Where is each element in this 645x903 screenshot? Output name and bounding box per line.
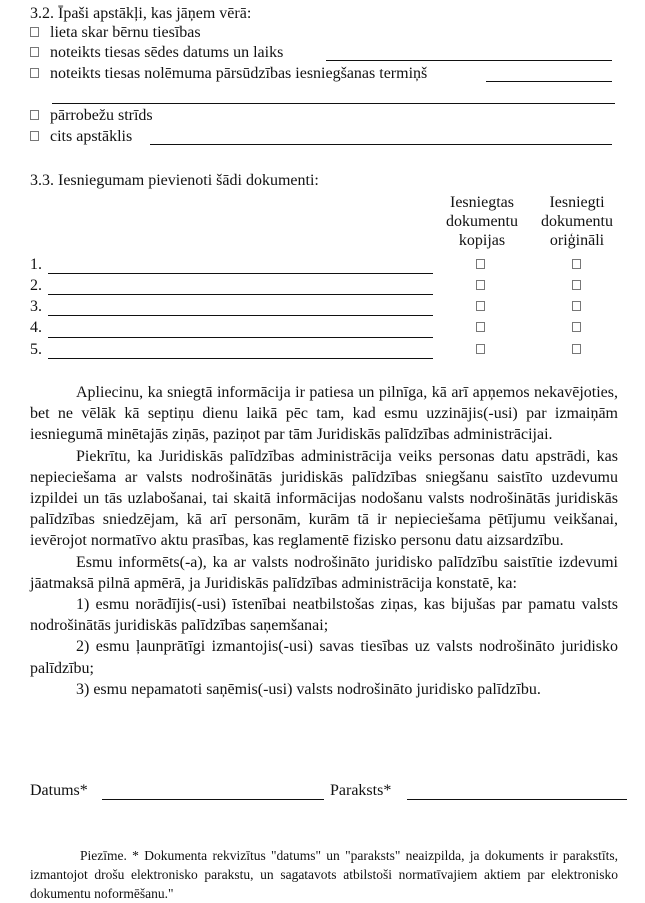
- header-line: dokumentu: [446, 213, 518, 230]
- declarations: [30, 382, 618, 700]
- option-child-rights[interactable]: [30, 23, 201, 43]
- option-label: lieta skar bērnu tiesības: [50, 24, 201, 41]
- checkbox[interactable]: [30, 27, 39, 37]
- court-hearing-date-input[interactable]: [326, 60, 612, 61]
- row-number: 5.: [30, 341, 42, 358]
- section-3-2-title: 3.2. Īpaši apstākļi, kas jāņem vērā:: [30, 5, 252, 22]
- header-line: oriģināli: [549, 232, 605, 249]
- document-4-original-checkbox[interactable]: [572, 322, 581, 332]
- checkbox[interactable]: [30, 47, 39, 57]
- document-5-input[interactable]: [48, 358, 433, 359]
- option-other-circumstance[interactable]: [30, 127, 132, 147]
- declaration-reimbursement: Esmu informēts(-a), ka ar valsts nodrošināto juridisko palīdzību saistītie izdevumi jāatmaksā pilnā apmērā, ja Juridiskās palīdzības administrācija konstatē, ka:: [30, 553, 618, 592]
- date-input[interactable]: [102, 799, 324, 800]
- checkbox[interactable]: [30, 68, 39, 78]
- option-label: noteikts tiesas nolēmuma pārsūdzības iesniegšanas termiņš: [50, 65, 428, 82]
- document-2-input[interactable]: [48, 294, 433, 295]
- document-4-input[interactable]: [48, 337, 433, 338]
- checkbox[interactable]: [30, 110, 39, 120]
- document-3-input[interactable]: [48, 315, 433, 316]
- header-line: kopijas: [458, 232, 506, 249]
- appeal-deadline-input-continued[interactable]: [52, 103, 615, 104]
- declaration-condition-2: 2) esmu ļaunprātīgi izmantojis(-usi) savas tiesības uz valsts nodrošināto juridisko palīdzību;: [30, 638, 618, 677]
- declaration-accuracy: Apliecinu, ka sniegtā informācija ir patiesa un pilnīga, kā arī apņemos nekavējoties, bet ne vēlāk kā septiņu dienu laikā pēc tam, kad esmu uzzinājis(-usi) par izmaiņām iesniegumā minētajās ziņās, paziņot par tām Juridiskās palīdzības administrācijai.: [30, 384, 618, 444]
- document-1-copy-checkbox[interactable]: [476, 259, 485, 269]
- option-label: pārrobežu strīds: [50, 107, 153, 124]
- option-label: cits apstāklis: [50, 128, 133, 145]
- footnote-text: Piezīme. * Dokumenta rekvizītus "datums" un "paraksts" neaizpilda, ja dokuments ir parakstīts, izmantojot drošu elektronisko parakstu, un sagatavots atbilstoši normatīvajiem aktiem par elektronisko dokumentu noformēšanu.": [30, 848, 618, 901]
- document-4-copy-checkbox[interactable]: [476, 322, 485, 332]
- option-court-hearing-date[interactable]: [30, 43, 283, 63]
- header-line: dokumentu: [541, 213, 613, 230]
- document-3-original-checkbox[interactable]: [572, 301, 581, 311]
- declaration-condition-3: 3) esmu nepamatoti saņēmis(-usi) valsts nodrošināto juridisko palīdzību.: [76, 680, 541, 698]
- document-2-original-checkbox[interactable]: [572, 280, 581, 290]
- document-3-copy-checkbox[interactable]: [476, 301, 485, 311]
- header-line: Iesniegtas: [450, 194, 514, 211]
- option-cross-border-dispute[interactable]: [30, 106, 153, 126]
- declaration-data-processing: Piekrītu, ka Juridiskās palīdzības administrācija veiks personas datu apstrādi, kas nepieciešama ar valsts nodrošinātās juridiskās palīdzības sniegšanu saistīto uzdevumu izpildei un tās uzlabošanai, tai skaitā informācijas nodošanu valsts nodrošinātās juridiskās palīdzības sniedzējam, kā arī personām, kurām tā ir nepieciešama pētījumu veikšanai, ievērojot normatīvo aktu prasības, kas reglamentē fizisko personu datu aizsardzību.: [30, 447, 618, 550]
- row-number: 4.: [30, 319, 42, 336]
- signature-input[interactable]: [407, 799, 627, 800]
- document-1-original-checkbox[interactable]: [572, 259, 581, 269]
- date-label: Datums*: [30, 782, 88, 799]
- checkbox[interactable]: [30, 131, 39, 141]
- section-3-3-title: 3.3. Iesniegumam pievienoti šādi dokumenti:: [30, 172, 319, 189]
- document-2-copy-checkbox[interactable]: [476, 280, 485, 290]
- header-line: Iesniegti: [549, 194, 605, 211]
- footnote: [30, 846, 618, 903]
- row-number: 3.: [30, 298, 42, 315]
- row-number: 1.: [30, 256, 42, 273]
- declaration-condition-1: 1) esmu norādījis(-usi) īstenībai neatbilstošas ziņas, kas bijušas par pamatu valsts nodrošinātās juridiskās palīdzības saņemšanai;: [30, 596, 618, 635]
- option-label: noteikts tiesas sēdes datums un laiks: [50, 44, 284, 61]
- document-5-copy-checkbox[interactable]: [476, 344, 485, 354]
- column-header-copies: [437, 193, 527, 250]
- option-appeal-deadline[interactable]: [30, 64, 427, 84]
- column-header-originals: [532, 193, 622, 250]
- document-5-original-checkbox[interactable]: [572, 344, 581, 354]
- appeal-deadline-input[interactable]: [486, 81, 612, 82]
- document-1-input[interactable]: [48, 273, 433, 274]
- other-circumstance-input[interactable]: [150, 144, 612, 145]
- row-number: 2.: [30, 277, 42, 294]
- signature-label: Paraksts*: [330, 782, 392, 799]
